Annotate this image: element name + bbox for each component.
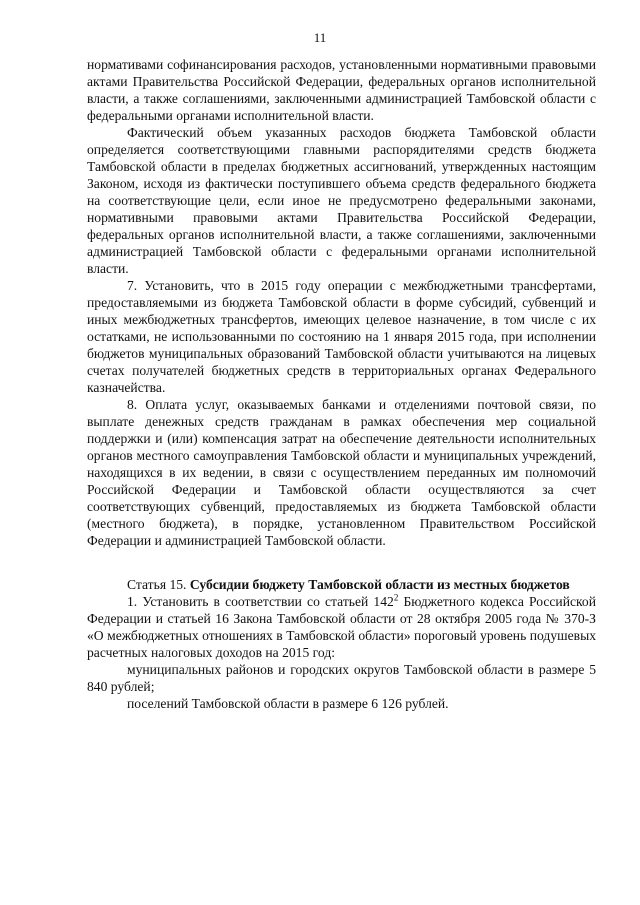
article-superscript: 2: [393, 592, 399, 603]
paragraph-article-item-1: [87, 593, 596, 661]
document-body: [87, 56, 596, 712]
article-prefix: Статья 15.: [127, 577, 190, 592]
paragraph-actual-expenses: Фактический объем указанных расходов бюджета Тамбовской области определяется соответствующими главными распорядителями средств бюджета Тамбовской области в пределах бюджетных ассигнований, утвержденных настоящим Законом, исходя из фактически поступившего объема средств федерального бюджета на соответствующие цели, если иное не предусмотрено федеральными законами, нормативными правовыми актами Правительства Российской Федерации, федеральных органов исполнительной власти, а также соглашениями, заключенными администрацией Тамбовской области с федеральными органами исполнительной власти.: [87, 125, 596, 276]
page-number: 11: [313, 30, 327, 45]
item-1-text-b: Бюджетного кодекса Российской Федерации и статьей 16 Закона Тамбовской области от 28 октября 2005 года № 370-З «О межбюджетных отношениях в Тамбовской области» пороговый уровень подушевых расчетных налоговых доходов на 2015 год:: [87, 594, 596, 660]
article-title: Субсидии бюджету Тамбовской области из местных бюджетов: [189, 577, 570, 592]
paragraph-continuation: нормативами софинансирования расходов, установленными нормативными правовыми актами Правительства Российской Федерации, федеральных органов исполнительной власти, а также соглашениями, заключенными администрацией Тамбовской области с федеральными органами исполнительной власти.: [87, 57, 596, 123]
article-heading: [87, 576, 596, 593]
paragraph-item-8: 8. Оплата услуг, оказываемых банками и отделениями почтовой связи, по выплате денежных средств гражданам в рамках обеспечения мер социальной поддержки и (или) компенсация затрат на обеспечение деятельности исполнительных органов местного самоуправления Тамбовской области и муниципальных учреждений, находящихся в их ведении, в связи с осуществлением переданных им полномочий Российской Федерации и Тамбовской области осуществляются за счет соответствующих субвенций, предоставляемых из бюджета Тамбовской области (местного бюджета), в порядке, установленном Правительством Российской Федерации и администрацией Тамбовской области.: [87, 397, 596, 548]
paragraph-settlements-threshold: поселений Тамбовской области в размере 6 126 рублей.: [127, 696, 449, 711]
paragraph-item-7: 7. Установить, что в 2015 году операции с межбюджетными трансфертами, предоставляемыми из бюджета Тамбовской области в форме субсидий, субвенций и иных межбюджетных трансфертов, имеющих целевое назначение, в том числе с их остатками, не использованными по состоянию на 1 января 2015 года, при исполнении бюджетов муниципальных образований Тамбовской области учитываются на лицевых счетах получателей бюджетных средств в территориальных органах Федерального казначейства.: [87, 278, 596, 395]
item-1-text-a: 1. Установить в соответствии со статьей 142: [127, 594, 394, 609]
paragraph-districts-threshold: муниципальных районов и городских округов Тамбовской области в размере 5 840 рублей;: [87, 662, 596, 694]
